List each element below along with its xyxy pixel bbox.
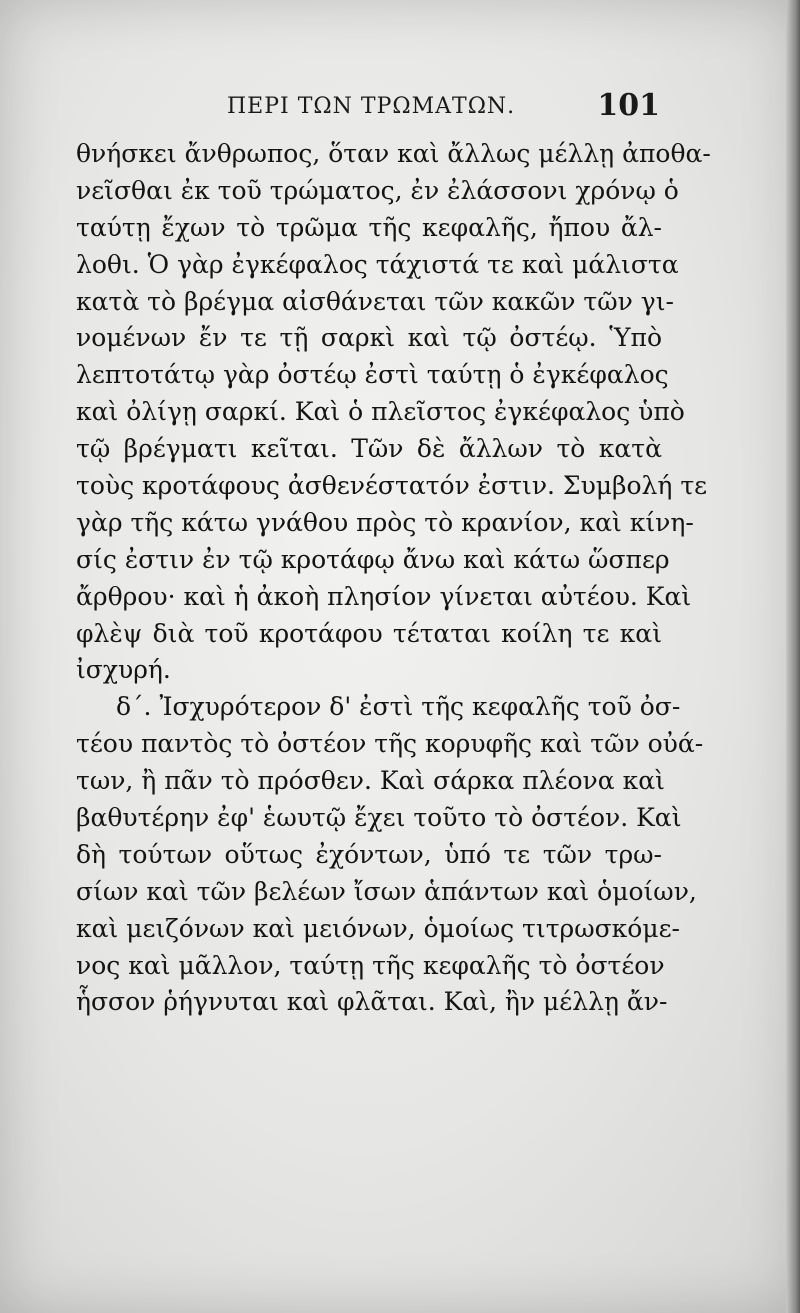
body-text	[76, 136, 711, 1021]
text-line: βαθυτέρην ἐφ' ἑωυτῷ ἔχει τοῦτο τὸ ὀστέον. Καὶ	[76, 803, 682, 833]
text-line: ἧσσον ῥήγνυται καὶ φλᾶται. Καὶ, ἢν μέλλῃ ἄν-	[76, 987, 668, 1017]
text-line: σίων καὶ τῶν βελέων ἴσων ἁπάντων καὶ ὁμοίων,	[76, 876, 697, 906]
text-line: σίς ἐστιν ἐν τῷ κροτάφῳ ἄνω καὶ κάτω ὥσπερ	[76, 544, 670, 574]
text-line: θνήσκει ἄνθρωπος, ὅταν καὶ ἄλλως μέλλῃ ἀποθα-	[76, 139, 711, 168]
section-start-line: δ΄. Ἰσχυρότερον δ' ἐστὶ τῆς κεφαλῆς τοῦ ὀσ-	[116, 692, 681, 722]
text-line: καὶ ὀλίγῃ σαρκί. Καὶ ὁ πλεῖστος ἐγκέφαλος ὑπὸ	[76, 397, 685, 427]
text-line: νομένων ἔν τε τῇ σαρκὶ καὶ τῷ ὀστέῳ. Ὑπὸ	[76, 323, 662, 353]
text-line: δὴ τούτων οὕτως ἐχόντων, ὑπό τε τῶν τρω-	[76, 839, 662, 869]
text-line: λοθι. Ὁ γὰρ ἐγκέφαλος τάχιστά τε καὶ μάλιστα	[76, 249, 679, 279]
text-line: γὰρ τῆς κάτω γνάθου πρὸς τὸ κρανίον, καὶ κίνη-	[76, 507, 694, 537]
text-line: ἄρθρου· καὶ ἡ ἀκοὴ πλησίον γίνεται αὐτέου. Καὶ	[76, 581, 692, 611]
text-line: νος καὶ μᾶλλον, ταύτῃ τῆς κεφαλῆς τὸ ὀστέον	[76, 950, 665, 980]
text-line: λεπτοτάτῳ γὰρ ὀστέῳ ἐστὶ ταύτῃ ὁ ἐγκέφαλος	[76, 360, 669, 390]
text-line: τέου παντὸς τὸ ὀστέον τῆς κορυφῆς καὶ τῶν οὐά-	[76, 729, 704, 759]
page-number: 101	[597, 88, 660, 123]
page-edge-shadow	[786, 0, 800, 1313]
text-line: κατὰ τὸ βρέγμα αἰσθάνεται τῶν κακῶν τῶν γι-	[76, 286, 674, 316]
text-line: φλὲψ διὰ τοῦ κροτάφου τέταται κοίλη τε καὶ	[76, 618, 662, 648]
text-line: ἰσχυρή.	[76, 655, 171, 685]
text-line: νεῖσθαι ἐκ τοῦ τρώματος, ἐν ἐλάσσονι χρόνῳ ὁ	[76, 175, 679, 205]
text-line: τοὺς κροτάφους ἀσθενέστατόν ἐστιν. Συμβολή τε	[76, 471, 708, 501]
page-header	[72, 88, 670, 128]
text-line: καὶ μειζόνων καὶ μειόνων, ὁμοίως τιτρωσκόμε-	[76, 913, 680, 943]
text-line: των, ἢ πᾶν τὸ πρόσθεν. Καὶ σάρκα πλέονα καὶ	[76, 766, 665, 796]
text-line: τῷ βρέγματι κεῖται. Τῶν δὲ ἄλλων τὸ κατὰ	[76, 434, 662, 464]
running-title: ΠΕΡΙ ΤΩΝ ΤΡΩΜΑΤΩΝ.	[227, 94, 516, 119]
text-line: ταύτῃ ἔχων τὸ τρῶμα τῆς κεφαλῆς, ἤπου ἄλ-	[76, 212, 662, 242]
